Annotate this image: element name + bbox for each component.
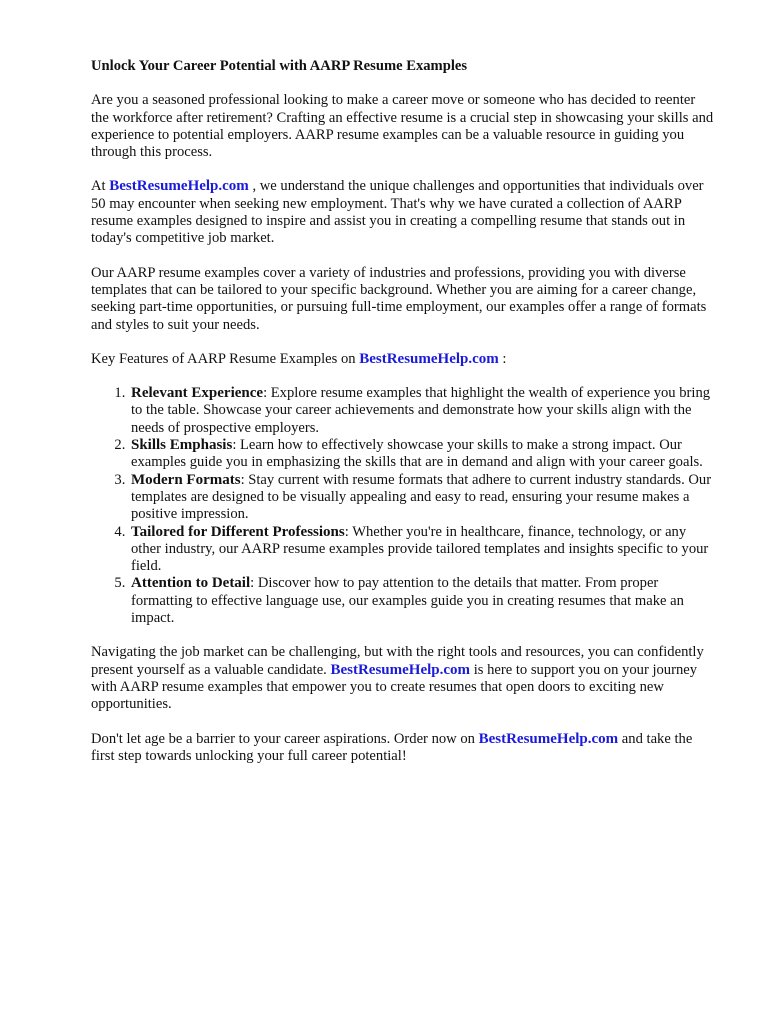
document-page	[91, 58, 716, 782]
intro-paragraph: Are you a seasoned professional looking to make a career move or someone who has decided to reenter the workforce after retirement? Crafting an effective resume is a crucial step in showcasing your skills and experience to potential employers. AARP resume examples can be a valuable resource in guiding you through this process.	[91, 92, 714, 161]
bestresumehelp-link[interactable]: BestResumeHelp.com	[478, 730, 619, 747]
feature-item	[129, 575, 716, 627]
closing-paragraph-lead: Don't let age be a barrier to your career aspirations. Order now on	[91, 730, 479, 747]
feature-term: Modern Formats	[131, 471, 241, 488]
feature-term: Tailored for Different Professions	[131, 523, 345, 540]
examples-paragraph: Our AARP resume examples cover a variety of industries and professions, providing you with diverse templates that can be tailored to your specific background. Whether you are aiming for a career change, seeking part-time opportunities, or pursuing full-time employment, our examples offer a range of formats and styles to suit your needs.	[91, 264, 707, 333]
features-intro-lead: Key Features of AARP Resume Examples on	[91, 350, 360, 367]
navigating-paragraph	[91, 644, 716, 713]
feature-term: Skills Emphasis	[131, 437, 233, 454]
features-intro-tail: :	[498, 350, 507, 367]
feature-text: : Whether you're in healthcare, finance, technology, or any other industry, our AARP resume examples provide tailored templates and insights specific to your field.	[131, 523, 709, 575]
company-paragraph-body: , we understand the unique challenges and opportunities that individuals over 50 may encounter when seeking new employment. That's why we have curated a collection of AARP resume examples designed to inspire and assist you in creating a compelling resume that stands out in today's competitive job market.	[91, 178, 704, 247]
bestresumehelp-link[interactable]: BestResumeHelp.com	[109, 178, 249, 195]
feature-item	[129, 472, 716, 524]
features-intro	[91, 351, 716, 368]
document-title: Unlock Your Career Potential with AARP Resume Examples	[91, 58, 468, 74]
feature-text: : Stay current with resume formats that adhere to current industry standards. Our templates are designed to be visually appealing and easy to read, ensuring your resume makes a positive impression.	[131, 471, 712, 523]
feature-text: : Learn how to effectively showcase your skills to make a strong impact. Our examples guide you in emphasizing the skills that are in demand and align with your career goals.	[131, 437, 703, 471]
company-paragraph	[91, 178, 716, 247]
feature-term: Attention to Detail	[131, 575, 251, 592]
bestresumehelp-link[interactable]: BestResumeHelp.com	[359, 350, 499, 367]
closing-paragraph	[91, 731, 716, 766]
feature-text: : Explore resume examples that highlight the wealth of experience you bring to the table. Showcase your career achievements and demonstrate how your skills align with the needs of prospective employers.	[131, 385, 711, 436]
feature-text: : Discover how to pay attention to the details that matter. From proper formatting to effective language use, our examples guide you in creating resumes that make an impact.	[131, 575, 684, 627]
navigating-paragraph-tail: is here to support you on your journey with AARP resume examples that empower you to create resumes that open doors to exciting new opportunities.	[91, 661, 698, 713]
feature-item	[129, 437, 716, 472]
company-paragraph-lead: At	[91, 178, 110, 195]
features-list	[91, 385, 716, 627]
bestresumehelp-link[interactable]: BestResumeHelp.com	[330, 661, 471, 678]
feature-item	[129, 385, 716, 437]
feature-item	[129, 524, 716, 576]
navigating-paragraph-lead: Navigating the job market can be challenging, but with the right tools and resources, you can confidently present yourself as a valuable candidate.	[91, 644, 704, 678]
closing-paragraph-tail: and take the first step towards unlocking your full career potential!	[91, 730, 693, 764]
feature-term: Relevant Experience	[131, 385, 264, 402]
